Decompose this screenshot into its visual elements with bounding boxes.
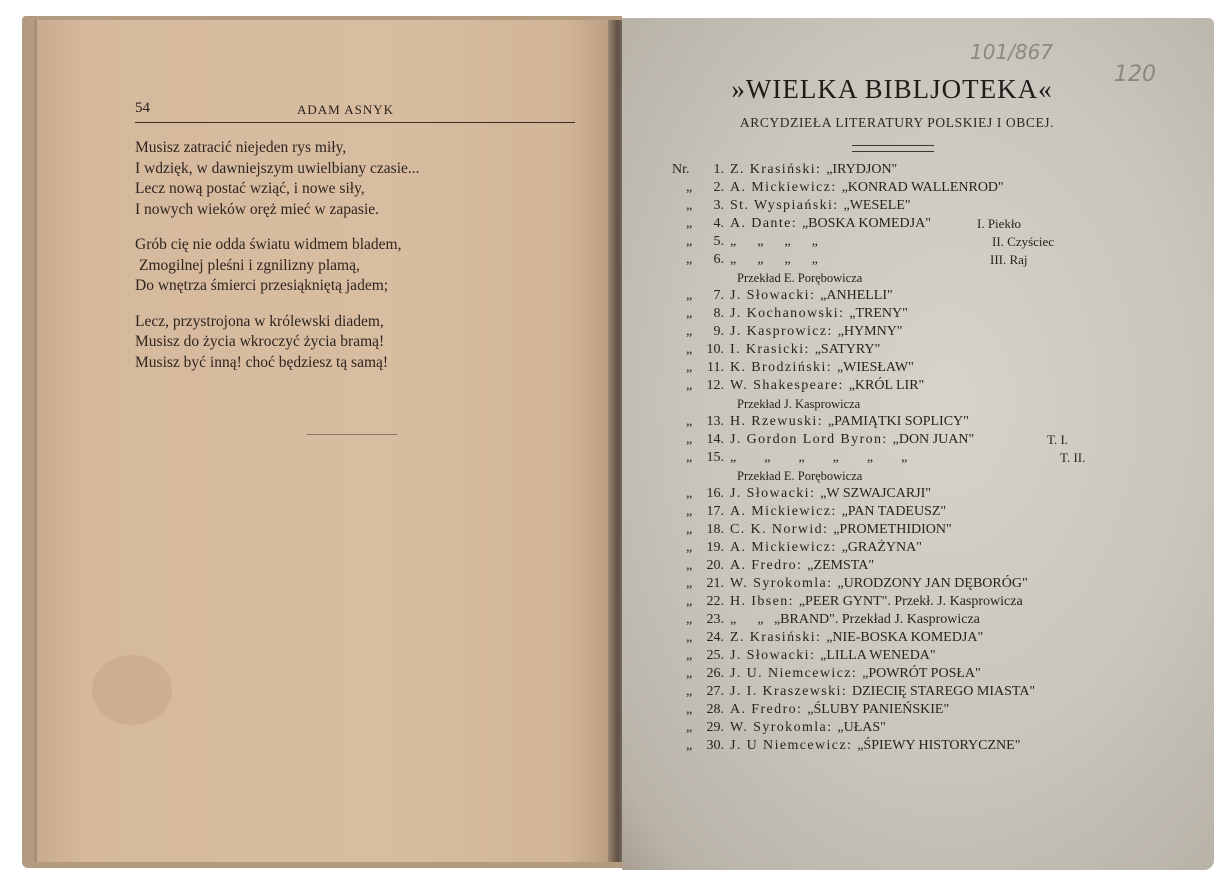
entry-author: J. Gordon Lord Byron: — [730, 432, 893, 447]
entry-text — [730, 431, 974, 449]
pencil-note: 101/867 — [970, 40, 1054, 64]
entry-ditto: „ „ „ „ — [730, 234, 818, 249]
entry-title: „URODZONY JAN DĘBORÓG" — [837, 576, 1028, 591]
catalog-entry — [672, 539, 1112, 557]
ditto-mark: „ — [686, 252, 693, 267]
entry-title: „HYMNY" — [837, 324, 903, 339]
entry-number: 24. — [706, 630, 724, 645]
page-number: 54 — [135, 100, 150, 116]
title-rule — [852, 145, 934, 152]
series-subtitle: ARCYDZIEŁA LITERATURY POLSKIEJ I OBCEJ. — [739, 115, 1055, 130]
ditto-mark: „ — [686, 306, 693, 321]
entry-number: 20. — [706, 558, 724, 573]
stanza — [135, 138, 575, 220]
catalog-entry — [672, 629, 1112, 647]
catalog-entry — [672, 557, 1112, 575]
entry-text — [730, 683, 1035, 701]
catalog-entry — [672, 575, 1112, 593]
catalog-entry — [672, 359, 1112, 377]
catalog-entry — [672, 413, 1112, 431]
left-page — [34, 20, 613, 862]
entry-author: Z. Krasiński: — [730, 162, 827, 177]
entry-number: 17. — [706, 504, 724, 519]
ditto-mark: „ — [686, 684, 693, 699]
entry-title: „PAMIĄTKI SOPLICY" — [827, 414, 969, 429]
entry-title: „DON JUAN" — [892, 432, 975, 447]
entry-title: „UŁAS" — [837, 720, 886, 735]
entry-text — [730, 719, 886, 737]
entry-part: II. Czyściec — [992, 234, 1055, 249]
entry-author: W. Syrokomla: — [730, 576, 838, 591]
ditto-mark: „ — [686, 522, 693, 537]
catalog-entry — [672, 521, 1112, 539]
stanza — [135, 312, 575, 374]
catalog-list — [672, 161, 1112, 755]
page-header — [135, 98, 575, 123]
series-title: »WIELKA BIBLJOTEKA« — [731, 74, 1053, 104]
ditto-mark: „ — [686, 648, 693, 663]
entry-number: 10. — [706, 342, 724, 357]
ditto-mark: „ — [686, 594, 693, 609]
ditto-mark: „ — [686, 180, 693, 195]
catalog-translator-note — [672, 269, 1112, 287]
entry-author: J. Kasprowicz: — [730, 324, 838, 339]
catalog-entry — [672, 341, 1112, 359]
entry-title: „LILLA WENEDA" — [820, 648, 936, 663]
entry-text — [730, 323, 903, 341]
entry-number: 21. — [706, 576, 724, 591]
ditto-mark: „ — [686, 540, 693, 555]
entry-author: St. Wyspiański: — [730, 198, 844, 213]
entry-author: J. U. Niemcewicz: — [730, 666, 863, 681]
entry-number: 2. — [713, 180, 724, 195]
entry-number: 18. — [706, 522, 724, 537]
entry-title: „PEER GYNT". Przekł. J. Kasprowicza — [798, 594, 1023, 609]
pencil-note: 120 — [1114, 62, 1156, 87]
entry-author: H. Rzewuski: — [730, 414, 828, 429]
ditto-mark: „ — [686, 414, 693, 429]
entry-author: Z. Krasiński: — [730, 630, 827, 645]
catalog-entry — [672, 179, 1112, 197]
entry-author: J. Słowacki: — [730, 648, 821, 663]
entry-title: „WIESŁAW" — [836, 360, 914, 375]
entry-text — [730, 341, 880, 359]
entry-text — [730, 287, 893, 305]
nr-label: Nr. — [672, 162, 690, 177]
entry-title: „BRAND". Przekład J. Kasprowicza — [773, 612, 980, 627]
translator-note: Przekład E. Porębowicza — [737, 271, 863, 285]
entry-number: 16. — [706, 486, 724, 501]
verse-line: I wdzięk, w dawniejszym uwielbiany czasie... — [135, 159, 420, 177]
catalog-entry — [672, 611, 1112, 629]
entry-number: 13. — [706, 414, 724, 429]
entry-number: 26. — [706, 666, 724, 681]
entry-title: „ANHELLI" — [820, 288, 893, 303]
paper-stain — [92, 655, 172, 725]
ditto-mark: „ — [686, 288, 693, 303]
entry-text — [730, 521, 952, 539]
entry-number: 15. — [706, 450, 724, 465]
open-book — [12, 8, 1212, 870]
catalog-entry — [672, 485, 1112, 503]
entry-number: 27. — [706, 684, 724, 699]
end-rule — [307, 434, 397, 435]
entry-ditto: „ „ „ „ „ „ — [730, 450, 908, 465]
entry-title: „SATYRY" — [814, 342, 881, 357]
ditto-mark: „ — [686, 342, 693, 357]
entry-author: A. Mickiewicz: — [730, 180, 842, 195]
entry-author: I. Krasicki: — [730, 342, 815, 357]
verse-line: Musisz zatracić niejeden rys miły, — [135, 139, 347, 156]
entry-text — [730, 359, 914, 377]
entry-text — [730, 503, 946, 521]
entry-title: „KONRAD WALLENROD" — [841, 180, 1004, 195]
right-page — [622, 18, 1214, 870]
entry-title: „KRÓL LIR" — [848, 378, 925, 393]
entry-text — [730, 647, 936, 665]
catalog-entry — [672, 647, 1112, 665]
entry-text — [730, 179, 1004, 197]
catalog-entry — [672, 161, 1112, 179]
entry-author: A. Fredro: — [730, 558, 808, 573]
entry-title: „PROMETHIDION" — [833, 522, 952, 537]
entry-title: „WESELE" — [843, 198, 911, 213]
ditto-mark: „ — [686, 234, 693, 249]
entry-text — [730, 575, 1028, 593]
entry-number: 23. — [706, 612, 724, 627]
entry-author: J. Kochanowski: — [730, 306, 850, 321]
entry-text — [730, 413, 969, 431]
entry-text — [730, 305, 908, 323]
entry-ditto: „ „ — [730, 612, 774, 627]
entry-part: T. II. — [1060, 450, 1086, 465]
entry-author: C. K. Norwid: — [730, 522, 834, 537]
catalog-entry — [672, 593, 1112, 611]
entry-number: 3. — [713, 198, 724, 213]
entry-text — [730, 737, 1020, 755]
entry-text — [730, 557, 874, 575]
entry-text — [730, 539, 922, 557]
verse-line: I nowych wieków oręż mieć w zapasie. — [135, 200, 380, 218]
entry-part: I. Piekło — [977, 216, 1022, 231]
entry-number: 4. — [713, 216, 724, 231]
entry-author: J. U Niemcewicz: — [730, 738, 858, 753]
entry-author: W. Shakespeare: — [730, 378, 849, 393]
ditto-mark: „ — [686, 216, 693, 231]
entry-author: A. Dante: — [730, 216, 802, 231]
entry-text — [730, 593, 1023, 611]
catalog-translator-note — [672, 395, 1112, 413]
ditto-mark: „ — [686, 198, 693, 213]
entry-title: „ŚLUBY PANIEŃSKIE" — [807, 702, 950, 717]
entry-title: „TRENY" — [849, 306, 908, 321]
catalog-entry — [672, 449, 1112, 467]
catalog-entry — [672, 215, 1112, 233]
entry-title: „POWRÓT POSŁA" — [862, 666, 981, 681]
entry-title: „IRYDJON" — [826, 162, 898, 177]
entry-text — [730, 449, 907, 467]
entry-title: „NIE-BOSKA KOMEDJA" — [826, 630, 984, 645]
catalog-entry — [672, 683, 1112, 701]
catalog-entry — [672, 377, 1112, 395]
entry-number: 6. — [713, 252, 724, 267]
entry-author: A. Mickiewicz: — [730, 504, 842, 519]
poem-text — [135, 138, 575, 388]
verse-line: Zmogilnej pleśni i zgnilizny plamą, — [139, 256, 360, 274]
ditto-mark: „ — [686, 324, 693, 339]
entry-text — [730, 251, 818, 269]
catalog-entry — [672, 665, 1112, 683]
entry-number: 28. — [706, 702, 724, 717]
entry-title: „ZEMSTA" — [807, 558, 875, 573]
ditto-mark: „ — [686, 702, 693, 717]
ditto-mark: „ — [686, 720, 693, 735]
entry-text — [730, 611, 980, 629]
entry-text — [730, 629, 983, 647]
entry-ditto: „ „ „ „ — [730, 252, 818, 267]
entry-title: „PAN TADEUSZ" — [841, 504, 947, 519]
entry-author: W. Syrokomla: — [730, 720, 838, 735]
catalog-entry — [672, 719, 1112, 737]
entry-title: „ŚPIEWY HISTORYCZNE" — [857, 738, 1021, 753]
entry-author: A. Mickiewicz: — [730, 540, 842, 555]
entry-number: 12. — [706, 378, 724, 393]
entry-part: III. Raj — [990, 252, 1028, 267]
catalog-entry — [672, 737, 1112, 755]
verse-line: Lecz nową postać wziąć, i nowe siły, — [135, 180, 365, 197]
verse-line: Grób cię nie odda światu widmem bladem, — [135, 236, 402, 253]
ditto-mark: „ — [686, 504, 693, 519]
running-head: ADAM ASNYK — [297, 102, 395, 117]
catalog-entry — [672, 287, 1112, 305]
entry-text — [730, 701, 949, 719]
translator-note: Przekład J. Kasprowicza — [737, 397, 861, 411]
entry-text — [730, 233, 818, 251]
entry-number: 29. — [706, 720, 724, 735]
entry-title: „GRAŻYNA" — [841, 540, 922, 555]
entry-text — [730, 215, 931, 233]
entry-number: 9. — [713, 324, 724, 339]
entry-author: K. Brodziński: — [730, 360, 837, 375]
entry-number: 30. — [706, 738, 724, 753]
entry-number: 8. — [713, 306, 724, 321]
entry-title: „BOSKA KOMEDJA" — [801, 216, 931, 231]
entry-part: T. I. — [1047, 432, 1069, 447]
ditto-mark: „ — [686, 738, 693, 753]
entry-text — [730, 197, 911, 215]
ditto-mark: „ — [686, 666, 693, 681]
ditto-mark: „ — [686, 450, 693, 465]
entry-number: 22. — [706, 594, 724, 609]
verse-line: Do wnętrza śmierci przesiąkniętą jadem; — [135, 277, 389, 294]
catalog-entry — [672, 701, 1112, 719]
catalog-entry — [672, 197, 1112, 215]
verse-line: Lecz, przystrojona w królewski diadem, — [135, 312, 384, 330]
ditto-mark: „ — [686, 576, 693, 591]
entry-author: H. Ibsen: — [730, 594, 799, 609]
entry-author: A. Fredro: — [730, 702, 808, 717]
catalog-entry — [672, 233, 1112, 251]
entry-text — [730, 665, 981, 683]
entry-number: 11. — [707, 360, 724, 375]
ditto-mark: „ — [686, 432, 693, 447]
entry-number: 7. — [713, 288, 724, 303]
entry-author: J. Słowacki: — [730, 486, 821, 501]
entry-text — [730, 485, 931, 503]
translator-note: Przekład E. Porębowicza — [737, 469, 863, 483]
ditto-mark: „ — [686, 378, 693, 393]
entry-number: 5. — [713, 234, 724, 249]
catalog-entry — [672, 305, 1112, 323]
entry-title: DZIECIĘ STAREGO MIASTA" — [852, 684, 1036, 699]
entry-number: 1. — [713, 162, 724, 177]
entry-author: J. Słowacki: — [730, 288, 821, 303]
ditto-mark: „ — [686, 486, 693, 501]
catalog-entry — [672, 431, 1112, 449]
entry-number: 19. — [706, 540, 724, 555]
verse-line: Musisz do życia wkroczyć życia bramą! — [135, 333, 385, 350]
stanza — [135, 235, 575, 297]
entry-title: „W SZWAJCARJI" — [820, 486, 932, 501]
catalog-entry — [672, 251, 1112, 269]
ditto-mark: „ — [686, 558, 693, 573]
entry-number: 25. — [706, 648, 724, 663]
entry-author: J. I. Kraszewski: — [730, 684, 853, 699]
entry-text — [730, 377, 924, 395]
entry-number: 14. — [706, 432, 724, 447]
entry-text — [730, 161, 897, 179]
catalog-translator-note — [672, 467, 1112, 485]
catalog-entry — [672, 323, 1112, 341]
ditto-mark: „ — [686, 360, 693, 375]
verse-line: Musisz być inną! choć będziesz tą samą! — [135, 353, 389, 371]
ditto-mark: „ — [686, 612, 693, 627]
catalog-entry — [672, 503, 1112, 521]
ditto-mark: „ — [686, 630, 693, 645]
